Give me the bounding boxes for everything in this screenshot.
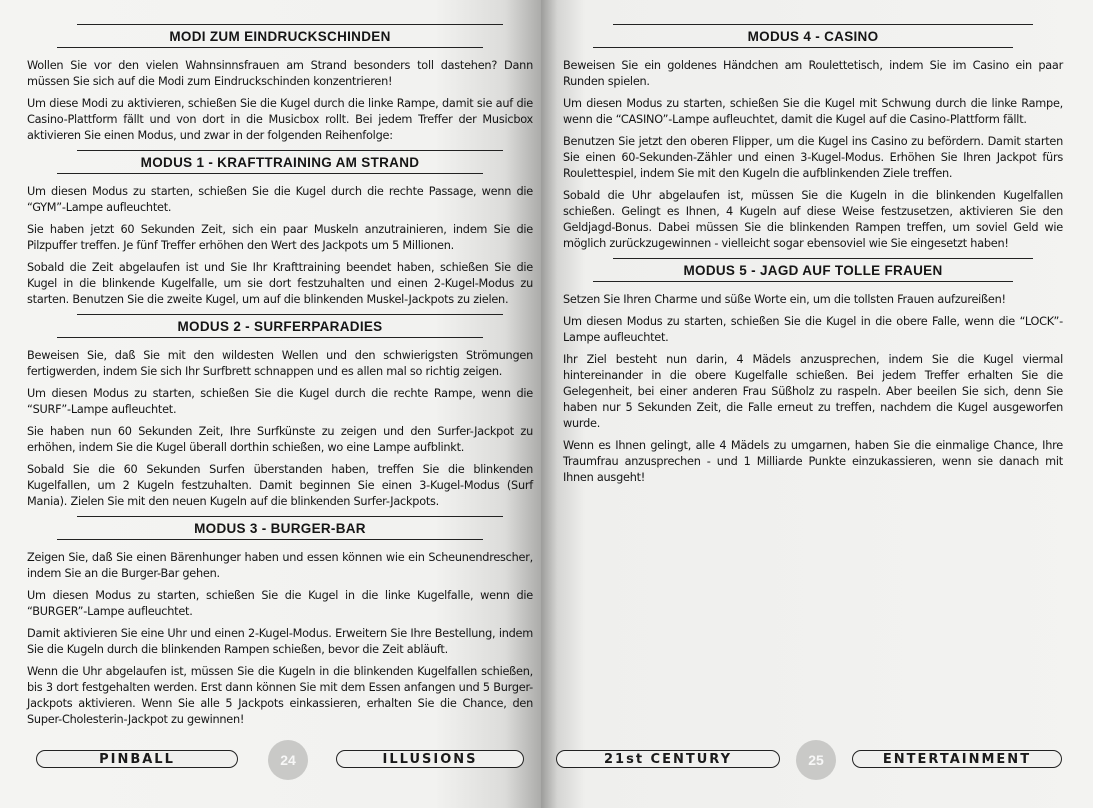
paragraph: Sobald Sie die 60 Sekunden Surfen überstanden haben, treffen Sie die blinkenden Kugelfallen, um 2 Kugeln festzuhalten. Damit beginnen Sie einen 3-Kugel-Modus (Surf Mania). Zielen Sie mit den neuen Kugeln auf die blinkenden Surfer-Jackpots. [27,463,533,508]
paragraph: Um diesen Modus zu starten, schießen Sie die Kugel durch die rechte Passage, wenn die “GYM”-Lampe aufleuchtet. [27,185,533,214]
section-title: MODUS 4 - CASINO [747,29,879,44]
page-footer [556,750,1061,772]
paragraph: Sie haben nun 60 Sekunden Zeit, Ihre Surfkünste zu zeigen und den Surfer-Jackpot zu erhöhen, indem Sie die Kugel überall dorthin schießen, wo eine Lampe aufblinkt. [27,425,533,454]
section-heading [593,258,1033,282]
section-heading [593,24,1033,48]
section-title: MODI ZUM EINDRUCKSCHINDEN [169,29,391,44]
paragraph: Beweisen Sie ein goldenes Händchen am Roulettetisch, indem Sie im Casino ein paar Runden spielen. [563,59,1063,88]
paragraph: Damit aktivieren Sie eine Uhr und einen 2-Kugel-Modus. Erweitern Sie Ihre Bestellung, indem Sie die Kugeln durch die blinkenden Rampen schießen, bevor die Zeit abläuft. [27,627,533,656]
paragraph: Um diesen Modus zu starten, schießen Sie die Kugel durch die rechte Rampe, wenn die “SURF”-Lampe aufleuchtet. [27,387,533,416]
paragraph: Beweisen Sie, daß Sie mit den wildesten Wellen und den schwierigsten Strömungen fertigwerden, indem Sie sich Ihr Surfbrett schnappen und es allen mal so richtig zeigen. [27,349,533,378]
footer-brand-left: 21st CENTURY [556,750,780,768]
paragraph: Um diese Modi zu aktivieren, schießen Sie die Kugel durch die linke Rampe, damit sie auf die Casino-Plattform fällt und von dort in die Musicbox rollt. Bei jedem Treffer der Musicbox aktivieren Sie einen Modus, und zwar in der folgenden Reihenfolge: [27,97,533,142]
paragraph: Um diesen Modus zu starten, schießen Sie die Kugel mit Schwung durch die linke Rampe, wenn die “CASINO”-Lampe aufleuchtet, damit die Kugel auf die Casino-Plattform fällt. [563,97,1063,126]
paragraph: Zeigen Sie, daß Sie einen Bärenhunger haben und essen können wie ein Scheunendrescher, indem Sie an die Burger-Bar gehen. [27,551,533,580]
section-heading [57,150,503,174]
paragraph: Wenn die Uhr abgelaufen ist, müssen Sie die Kugeln in die blinkenden Kugelfallen schießen, bis 3 dort festgehalten werden. Erst dann können Sie mit dem Essen anfangen und 5 Burger-Jackpots aktivieren. Wenn Sie alle 5 Jackpots einkassieren, erhalten Sie die Chance, den Super-Cholesterin-Jackpot zu gewinnen! [27,665,533,726]
section-title: MODUS 3 - BURGER-BAR [194,521,366,536]
paragraph: Setzen Sie Ihren Charme und süße Worte ein, um die tollsten Frauen aufzureißen! [563,293,1006,306]
paragraph: Sobald die Zeit abgelaufen ist und Sie Ihr Krafttraining beendet haben, schießen Sie die Kugel in die blinkende Kugelfalle, um sie dort festzuhalten und einen 2-Kugel-Modus zu starten. Benutzen Sie die zweite Kugel, um auf die blinkenden Muskel-Jackpots zu zielen. [27,261,533,306]
footer-brand-right: ENTERTAINMENT [852,750,1062,768]
paragraph: Ihr Ziel besteht nun darin, 4 Mädels anzusprechen, indem Sie die Kugel viermal hintereinander in die obere Kugelfalle schießen. Bei jedem Treffer erhalten Sie die Gelegenheit, bei einer anderen Frau Süßholz zu raspeln. Aber beeilen Sie sich, denn Sie haben nur 5 Sekunden Zeit, die Falle erneut zu treffen, nachdem die Kugel ausgeworfen wurde. [563,353,1063,430]
section-title: MODUS 2 - SURFERPARADIES [177,319,383,334]
section-heading [57,314,503,338]
section-heading [57,24,503,48]
footer-brand-left: PINBALL [36,750,238,768]
paragraph: Wollen Sie vor den vielen Wahnsinnsfrauen am Strand besonders toll dastehen? Dann müssen Sie sich auf die Modi zum Eindruckschinden konzentrieren! [27,59,533,88]
page-footer [36,750,524,772]
page-number: 24 [268,740,308,780]
section-heading [57,516,503,540]
paragraph: Um diesen Modus zu starten, schießen Sie die Kugel in die obere Falle, wenn die “LOCK”-Lampe aufleuchtet. [563,315,1063,344]
paragraph: Um diesen Modus zu starten, schießen Sie die Kugel in die linke Kugelfalle, wenn die “BURGER”-Lampe aufleuchtet. [27,589,533,618]
section-title: MODUS 1 - KRAFTTRAINING AM STRAND [140,155,420,170]
right-page [541,0,1093,808]
paragraph: Benutzen Sie jetzt den oberen Flipper, um die Kugel ins Casino zu befördern. Damit starten Sie einen 60-Sekunden-Zähler und einen 3-Kugel-Modus. Erhöhen Sie Ihren Jackpot fürs Roulettespiel, indem Sie mit den Kugeln die aufblinkenden Ziele treffen. [563,135,1063,180]
paragraph: Sobald die Uhr abgelaufen ist, müssen Sie die Kugeln in die blinkenden Kugelfallen schießen. Gelingt es Ihnen, 4 Kugeln auf diese Weise festzusetzen, aktivieren Sie den Geldjagd-Bonus. Dabei müssen Sie die blinkenden Rampen treffen, um soviel Geld wie möglich zurückzugewinnen - vielleicht sogar ebensoviel wie Sie eingesetzt haben! [563,189,1063,250]
footer-brand-right: ILLUSIONS [336,750,524,768]
paragraph: Wenn es Ihnen gelingt, alle 4 Mädels zu umgarnen, haben Sie die einmalige Chance, Ihre Traumfrau anzusprechen - und 1 Milliarde Punkte einzukassieren, wenn sie danach mit Ihnen ausgeht! [563,439,1063,484]
page-number: 25 [796,740,836,780]
section-title: MODUS 5 - JAGD AUF TOLLE FRAUEN [683,263,943,278]
left-page [0,0,543,808]
paragraph: Sie haben jetzt 60 Sekunden Zeit, sich ein paar Muskeln anzutrainieren, indem Sie die Pilzpuffer treffen. Je fünf Treffer erhöhen den Wert des Jackpots um 5 Millionen. [27,223,533,252]
